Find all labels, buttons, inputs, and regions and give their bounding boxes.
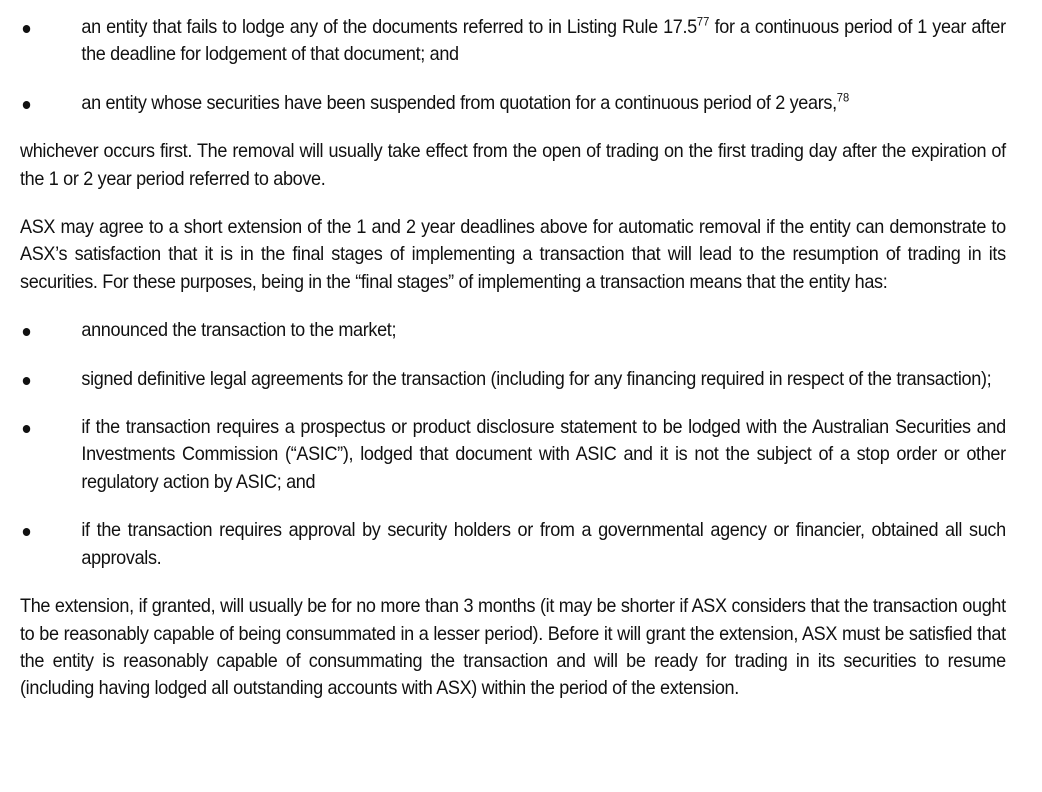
bullet-item xyxy=(20,517,1006,572)
paragraph: whichever occurs first. The removal will usually take effect from the open of trading on the first trading day after the expiration of the 1 or 2 year period referred to above. xyxy=(20,140,1006,190)
bullet-text: signed definitive legal agreements for the transaction (including for any financing required in respect of the transaction); xyxy=(81,367,992,390)
bullet-item xyxy=(20,317,1006,344)
paragraph: ASX may agree to a short extension of the 1 and 2 year deadlines above for automatic removal if the entity can demonstrate to ASX’s satisfaction that it is in the final stages of implementing a transaction that will lead to the resumption of trading in its securities. For these purposes, being in the “final stages” of implementing a transaction means that the entity has: xyxy=(20,216,1006,293)
bullet-item xyxy=(20,414,1006,496)
footnote-reference[interactable]: 78 xyxy=(836,90,850,105)
bullet-text: an entity whose securities have been suspended from quotation for a continuous period of 2 years, xyxy=(81,91,837,114)
bullet-text: an entity that fails to lodge any of the documents referred to in Listing Rule 17.5 xyxy=(81,16,697,38)
footnote-reference[interactable]: 77 xyxy=(696,14,710,29)
bullet-text: announced the transaction to the market; xyxy=(81,319,397,342)
bullet-item xyxy=(20,90,1006,117)
bullet-text: if the transaction requires a prospectus or product disclosure statement to be lodged with the Australian Securities and Investments Commission (“ASIC”), lodged that document with ASIC and it is not the subject of a stop order or other regulatory action by ASIC; and xyxy=(81,416,1006,493)
bullet-text: for a continuous period of 1 year after the deadline for lodgement of that document; and xyxy=(81,16,1006,66)
paragraph: The extension, if granted, will usually be for no more than 3 months (it may be shorter if ASX considers that the transaction ought to be reasonably capable of being consummated in a lesser period). Before it will grant the extension, ASX must be satisfied that the entity is reasonably capable of consummating the transaction and will be ready for trading in its securities to resume (including having lodged all outstanding accounts with ASX) within the period of the extension. xyxy=(20,595,1006,700)
document-page xyxy=(20,14,1006,724)
bullet-item xyxy=(20,366,1006,393)
bullet-item xyxy=(20,14,1006,69)
bullet-text: if the transaction requires approval by security holders or from a governmental agency or financier, obtained all such approvals. xyxy=(81,519,1006,569)
